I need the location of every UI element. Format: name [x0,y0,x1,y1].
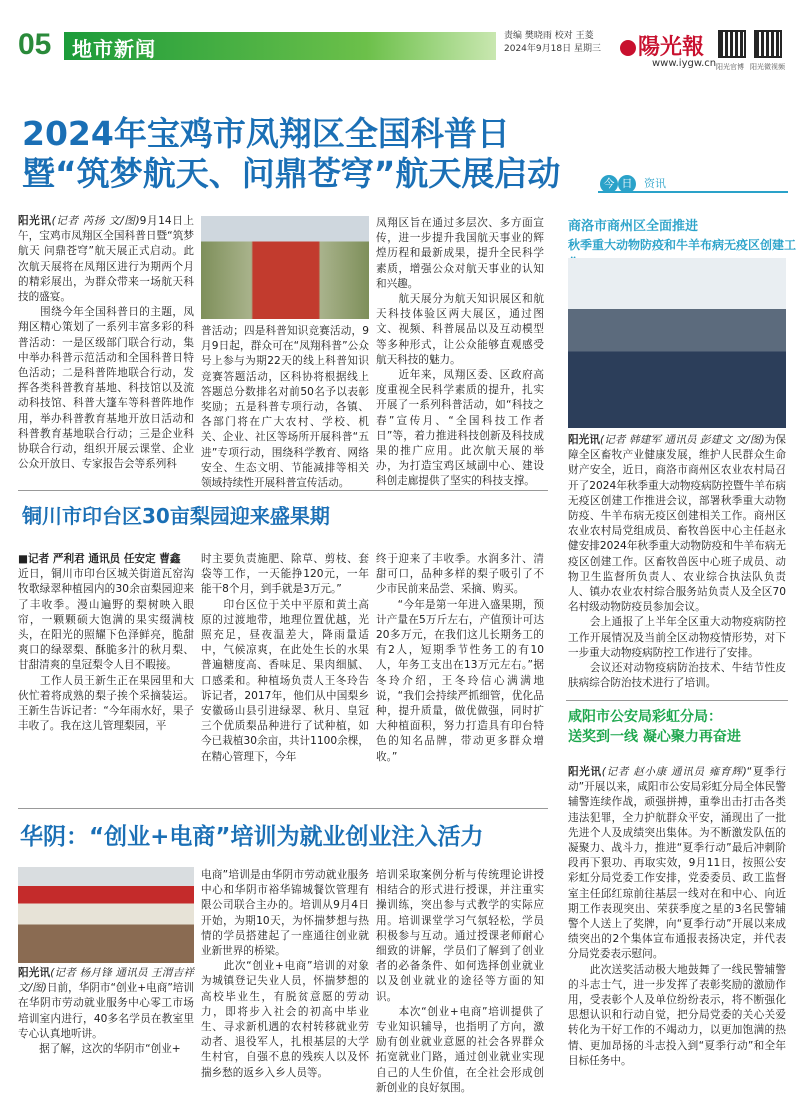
divider [566,700,788,701]
article3-col1-text: 日前，华阴市“创业+电商”培训在华阴市劳动就业服务中心零工市场培训室内进行，40多名学员在教室里专心认真地听讲。 据了解，这次的华阴市“创业+ [18,982,195,1056]
article1-byline: 阳光讯 [18,215,52,227]
newspaper-logo [620,30,704,61]
today-underline [598,191,788,193]
qr-code-icon [754,30,782,58]
article2-col1-text: 近日，铜川市印台区城关街道瓦窑沟牧歌绿翠种植园内的30余亩梨园迎来了丰收季。漫山遍野的梨树映入眼帘，一颗颗硕大饱满的果实缀满枝头，在阳光的照耀下色泽鲜亮，脆甜爽口的绿翠梨、酥脆多汁的秋月梨、甘甜清爽的皇冠梨令人目不暇接。 工作人员王新生正在果园里和大伙忙着将成熟的梨子挨个采摘装运。王新生告诉记者：“今年雨水好，果子丰收了。我在这儿管理梨园，平 [18,568,194,733]
article3-col1 [18,966,194,1081]
editor-line: 责编 樊晓雨 校对 王菱 [504,31,594,41]
sidebar-news2-title-line2: 送奖到一线 凝心聚力再奋进 [568,729,741,745]
sidebar-news1-byline: 阳光讯 [568,434,601,446]
section-title: 地市新闻 [72,37,156,61]
date-line: 2024年9月18日 星期三 [504,44,601,54]
article3-col2: 电商”培训是由华阴市劳动就业服务中心和华阴市裕华锦城餐饮管理有限公司联合主办的。培训从9月4日开始，为期10天，为怀揣梦想与热情的学员搭建起了一座通往创业就业新世界的桥梁。 此次“创业+电商”培训的对象为城镇登记失业人员，怀揣梦想的高校毕业生，有脱贫意愿的劳动力，即将步入社会的初高中毕业生、寻求新机遇的农村转移就业劳动者、退役军人，扎根基层的大学生村官，自强不息的残疾人以及怀揣乡愁的返乡入乡人员等。 [201,869,369,1079]
website-url[interactable]: www.iygw.cn [652,58,717,69]
qr-label-1: 阳光官博 [716,63,744,71]
article2-col1 [18,552,194,802]
sidebar-news1-photo [568,258,786,428]
sidebar-news2-title-line1: 咸阳市公安局彩虹分局： [568,709,722,725]
section-banner [64,32,496,60]
page-header [0,0,800,72]
qr-label-2: 阳光微视频 [750,63,785,71]
article3-col3: 培训采取案例分析与传统理论讲授相结合的形式进行授课，并注重实操训练，突出参与式教学的实际应用。培训课堂学习气氛轻松，学员积极参与互动。通过授课老师耐心细致的讲解，学员们了解到了创业者的必备条件、如何选择创业就业以及创业就业的途径等方面的知识。 本次“创业+电商”培训提供了专业知识辅导，也指明了方向，激励有创业就业意愿的社会各界群众拓宽就业门路，通过创业就业实现自己的人生价值，在全社会形成创新创业的良好氛围。 [376,869,544,1094]
divider [18,808,548,809]
article3-byline: 阳光讯 [18,967,51,979]
sidebar-news1-title-line1: 商洛市商州区全面推进 [568,219,699,234]
article1-photo [201,216,369,319]
divider [18,490,548,491]
article1-col3: 凤翔区旨在通过多层次、多方面宣传，进一步提升我国航天事业的辉煌历程和最新成果，提升全民科学素质，增强公众对航天事业的认知和兴趣。 航天展分为航天知识展区和航天科技体验区两大展区，通过图文、视频、科普展品以及互动模型等多种形式，让公众能够直观感受航天科技的魅力。 近年来，凤翔区委、区政府高度重视全民科学素质的提升，扎实开展了一系列科普活动，如“科技之春”宣传月、“全国科技工作者日”等，着力推进科技创新及科技成果的推广应用。此次航天展的举办，为打造宝鸡区域副中心、建设科创走廊提供了坚实的科技支撑。 [376,217,544,488]
article2-col3: 终于迎来了丰收季。水润多汁、清甜可口，品种多样的梨子吸引了不少市民前来品尝、采摘、购买。 “今年是第一年进入盛果期，预计产量在5万斤左右，产值预计可达20多万元，在我们这儿长期务工的有2人，短期季节性务工的有10人，年务工支出在13万元左右。”据冬玲介绍，王冬玲信心满满地说，“我们会持续严抓细管，优化品种，提升质量，做优做强，同时扩大种植面积，努力打造具有印台特色的知名品牌，带动更多群众增收。” [376,553,544,763]
sidebar-news1-title-line2: 秋季重大动物防疫和牛羊布病无疫区创建工 [568,238,797,252]
article2-col2: 时主要负责施肥、除草、剪枝、套袋等工作，一天能挣120元，一年能干8个月，到手就是3万元。” 印台区位于关中平原和黄土高原的过渡地带，地理位置优越，光照充足，昼夜温差大，降雨量适中，气候凉爽，在此处生长的水果普遍糖度高、香味足、果肉细腻、口感柔和。种植场负责人王冬玲告诉记者，2017年，他们从中国梨乡安徽砀山县引进绿翠、秋月、皇冠三个优质梨品种进行了试种植，如今已栽植30余亩，共计1100余棵，在精心管理下，今年 [201,553,369,763]
page-number: 05 [18,28,52,61]
article1-col2: 普活动；四是科普知识竞赛活动，9月9日起，群众可在“凤翔科普”公众号上参与为期22天的线上科普知识竞赛答题活动，区科协将根据线上答题总分数排名对前50名予以表彰奖励；五是科普专项行动，各镇、各部门将在广大农村、学校、机关、企业、社区等场所开展科普“五进”专项行动，围绕科学教育、网络安全、生态文明、节能减排等相关领域持续性开展科普宣传活动。 [201,325,369,490]
sidebar-news2-body [568,765,786,1081]
editor-info [504,30,601,56]
article1-col1 [18,214,194,484]
sidebar-news2-byline: 阳光讯 [568,766,602,778]
today-badge-2: 日 [618,175,636,193]
sidebar-news1-body [568,433,786,690]
sidebar-news2-text: “夏季行动”开展以来，咸阳市公安局彩虹分局全体民警辅警连续作战，顽强拼搏，重拳出击打击各类违法犯罪，全力护航群众平安，涌现出了一批先进个人及成绩突出集体。为不断激发队伍的凝聚力、战斗力，推进“夏季行动”最后冲刺阶段再下狠功、再取实效，9月11日，按照公安彩虹分局党委工作安排，党委委员、政工监督室主任邱红琼前往基层一线对在和中心、向近期工作表现突出、荣获季度之星的3名民警辅警个人送上了奖牌，向“夏季行动”开展以来成绩突出的2个集体宣布通报表扬决定，并代表分局党委表示慰问。 此次送奖活动极大地鼓舞了一线民警辅警的斗志士气，进一步发挥了表彰奖励的激励作用，受表彰个人及单位纷纷表示，将不断强化思想认识和行动自觉，把分局党委的关心关爱转化为干好工作的不竭动力，以更加饱满的热情、更加昂扬的斗志投入到“夏季行动”和全年目标任务中。 [568,766,786,1067]
logo-mark-icon [620,40,636,56]
article3-title: 华阴：“创业+电商”培训为就业创业注入活力 [20,824,484,850]
today-badge-1: 今 [600,175,618,193]
article1-title-line2: 暨“筑梦航天、问鼎苍穹”航天展启动 [22,154,561,193]
sidebar-news1-note: (记者 韩建军 通讯员 彭建文 文/图) [600,434,765,446]
qr-code-icon [718,30,746,58]
today-label: 资讯 [644,177,666,190]
article1-byline-note: (记者 芮扬 文/图) [51,215,140,227]
article3-byline-note: (记者 杨月锋 通讯员 王渭吉祥 文/图) [18,967,195,995]
logo-text: 陽光報 [638,34,705,60]
sidebar-news1-text: 为保障全区畜牧产业健康发展，维护人民群众生命财产安全，近日，商洛市商州区农业农村局召开了2024年秋季重大动物疫病防控暨牛羊布病无疫区创建工作推进会议，部署秋季重大动物防疫、牛羊布病无疫区创建相关工作。商州区农业农村局党组成员、畜牧兽医中心主任赵永健安排2024年秋季重大动物防疫和牛羊布病无疫区创建工作。区畜牧兽医中心班子成员、动物卫生监督所负责人、农业综合执法队负责人、镇办农业农村综合服务站负责人及全区70名村级动物防疫员参加会议。 会上通报了上半年全区重大动物疫病防控工作开展情况及当前全区动物疫情形势，对下一步重大动物疫病防控工作进行了安排。 会议还对动物疫病防治技术、牛结节性皮肤病综合防治技术进行了培训。 [568,434,786,690]
article3-photo [18,867,194,963]
today-news-header [600,172,666,192]
sidebar-news2-note: (记者 赵小康 通讯员 雍育辉) [601,766,747,778]
article1-col1-text: 9月14日上午，宝鸡市凤翔区全国科普日暨“筑梦航天 问鼎苍穹”航天展正式启动。此次航天展将在凤翔区进行为期两个月的精彩展出，为群众带来一场航天科技的盛宴。 围绕今年全国科普日的主题，凤翔区精心策划了一系列丰富多彩的科普活动：一是区级部门联合行动，集中举办科普示范活动和全国科普日特色活动；二是科普阵地联合行动，发挥各类科普教育基地、科技馆以及流动科技馆、科普大篷车等科普阵地作用，举办科普教育基地开放日活动和科普教育基地联合行动；三是企业科协联合行动，组织开展云课堂、企业公众开放日、专家报告会等系列科 [18,215,194,471]
article2-byline: ■记者 严利君 通讯员 任安定 曹鑫 [18,553,181,565]
article2-title: 铜川市印台区30亩梨园迎来盛果期 [22,504,330,528]
article1-title-line1: 2024年宝鸡市凤翔区全国科普日 [22,114,510,153]
